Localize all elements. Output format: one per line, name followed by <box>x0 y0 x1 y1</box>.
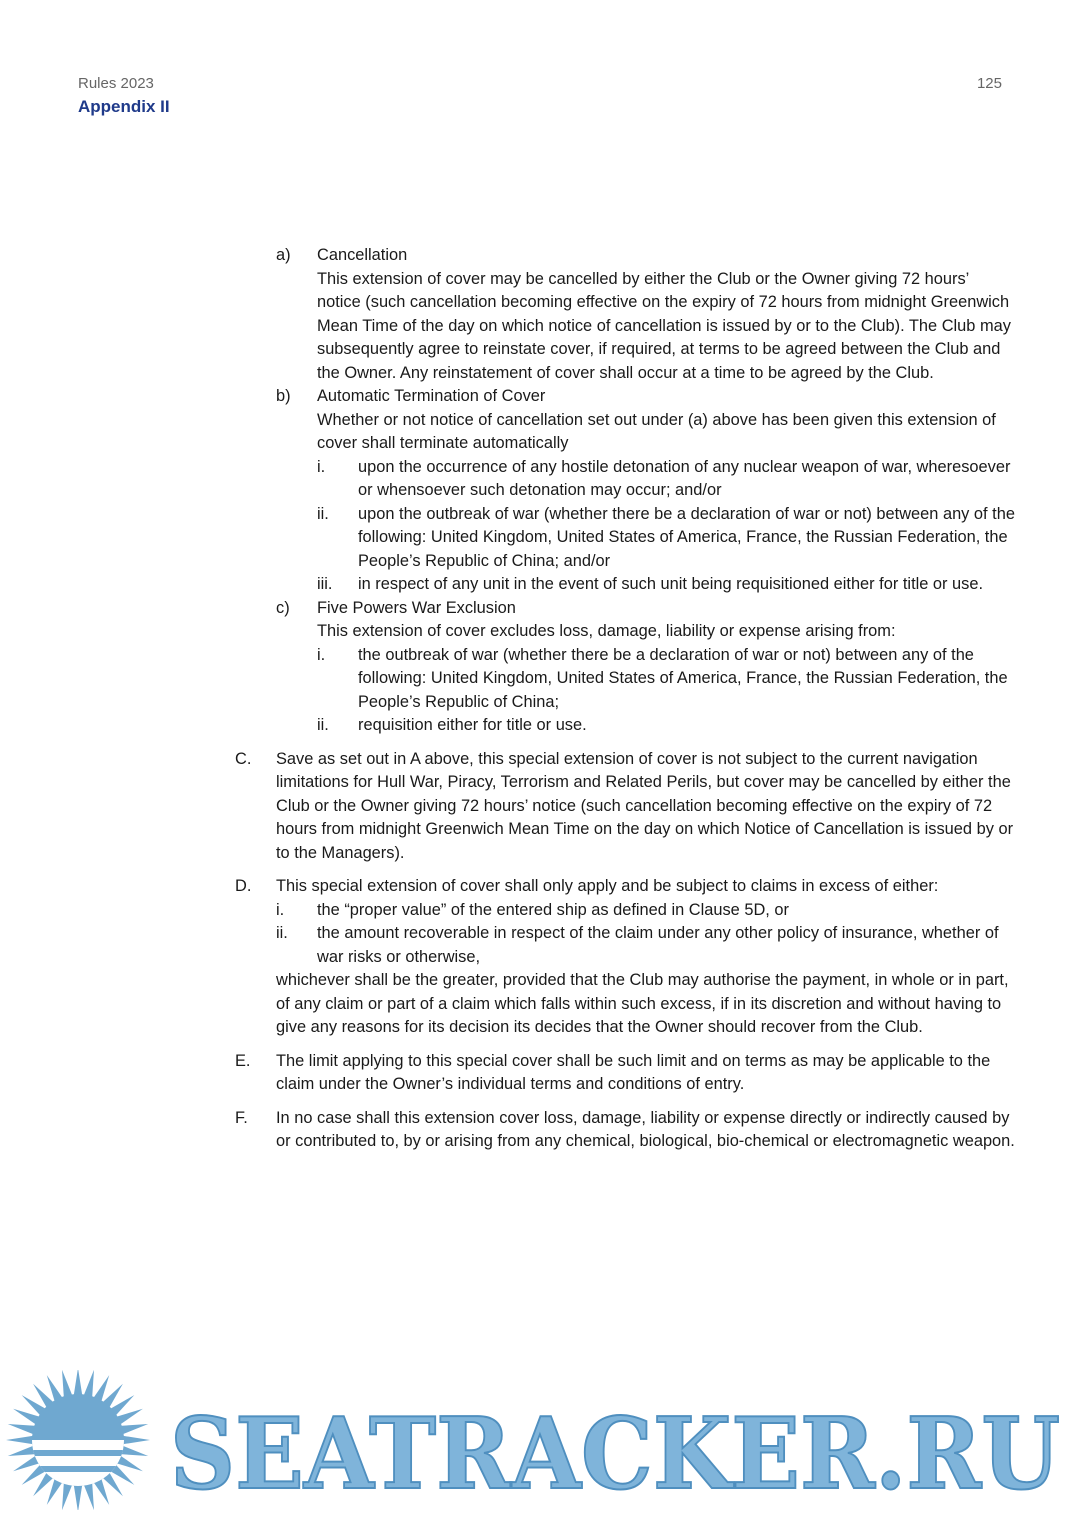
clause-text: This special extension of cover shall only apply and be subject to claims in excess of either: <box>276 877 939 895</box>
clause-label: a) <box>276 246 291 264</box>
clause-label: b) <box>276 387 291 405</box>
clause-label: C. <box>235 749 252 768</box>
clause-text: The limit applying to this special cover shall be such limit and on terms as may be applicable to the claim under the Owner’s individual terms and conditions of entry. <box>276 1051 991 1093</box>
clause-c <box>235 597 1015 644</box>
clause-title: Cancellation <box>317 246 408 264</box>
sun-ray <box>83 1482 94 1510</box>
clause-D <box>235 875 1015 899</box>
list-item <box>235 899 1015 923</box>
sun-ray <box>62 1482 73 1510</box>
clause-title: Five Powers War Exclusion <box>317 598 516 617</box>
item-label: ii. <box>276 924 288 942</box>
watermark-text: SEATRACKER.RU <box>170 1397 1060 1510</box>
sun-ray <box>83 1370 94 1398</box>
clause-label: D. <box>235 877 252 895</box>
sun-ray <box>8 1424 37 1435</box>
clause-text: Whether or not notice of cancellation set out under (a) above has been given this extension of cover shall terminate automatically <box>317 410 996 452</box>
sun-ray <box>8 1445 37 1456</box>
clause-text: This extension of cover may be cancelled by either the Club or the Owner giving 72 hours’ notice (such cancellation becoming effective on the expiry of 72 hours from midnight Greenwich Mean Time of the day on which notice of cancellation is issued by or to the Club). The Club may subsequently agree to reinstate cover, if required, at terms to be agreed between the Club and the Owner. Any reinstatement of cover shall occur at a time to be agreed by the Club. <box>317 269 1011 382</box>
item-text: upon the occurrence of any hostile detonation of any nuclear weapon of war, wheresoever or whensoever such detonation may occur; and/or <box>358 457 1011 499</box>
item-text: upon the outbreak of war (whether there be a declaration of war or not) between any of the following: United Kingdom, United States of America, France, the Russian Federation, the People’s Republic of China; and/or <box>358 504 1015 570</box>
sun-icon <box>6 1370 150 1510</box>
sun-ray <box>6 1436 34 1445</box>
item-label: i. <box>317 457 326 476</box>
clause-text: Save as set out in A above, this special extension of cover is not subject to the current navigation limitations for Hull War, Piracy, Terrorism and Related Perils, but cover may be cancelled by either the Club or the Owner giving 72 hours’ notice (such cancellation becoming effective on the expiry of 72 hours from midnight Greenwich Mean Time on the day on which Notice of Cancellation is issued by or to the Managers). <box>276 749 1014 862</box>
list-item <box>235 644 1015 715</box>
clause-text: whichever shall be the greater, provided that the Club may authorise the payment, in whole or in part, of any claim or part of a claim which falls within such excess, if in its discretion and without having to give any reasons for its decision its decides that the Owner should recover from the Club. <box>276 971 1009 1036</box>
item-label: i. <box>276 900 285 919</box>
item-text: the amount recoverable in respect of the claim under any other policy of insurance, whether of war risks or otherwise, <box>317 924 999 966</box>
clause-label: F. <box>235 1108 248 1127</box>
clause-E <box>235 1050 1015 1097</box>
sun-ray <box>120 1424 149 1435</box>
page-header <box>78 74 170 118</box>
clause-D-tail <box>235 969 1015 1040</box>
item-text: the outbreak of war (whether there be a declaration of war or not) between any of the following: United Kingdom, United States of America, France, the Russian Federation, the People’s Republic of China; <box>358 645 1008 711</box>
clause-b <box>235 385 1015 456</box>
sun-ray <box>74 1484 83 1510</box>
item-label: i. <box>317 645 326 664</box>
clause-title: Automatic Termination of Cover <box>317 387 546 405</box>
page-number: 125 <box>976 75 1002 92</box>
item-label: ii. <box>317 504 329 523</box>
sun-ray <box>120 1445 149 1456</box>
clause-C <box>235 748 1015 866</box>
sun-ray <box>74 1370 83 1396</box>
item-text: in respect of any unit in the event of such unit being requisitioned either for title or use. <box>358 575 984 593</box>
clause-text: In no case shall this extension cover loss, damage, liability or expense directly or indirectly caused by or contributed to, by or arising from any chemical, biological, bio-chemical or electromagnetic weapon. <box>276 1108 1015 1150</box>
clause-text: This extension of cover excludes loss, damage, liability or expense arising from: <box>317 622 896 640</box>
sun-ray <box>122 1436 150 1445</box>
list-item <box>235 573 1015 597</box>
clause-label: E. <box>235 1051 251 1070</box>
clause-F <box>235 1107 1015 1154</box>
item-text: the “proper value” of the entered ship as defined in Clause 5D, or <box>317 900 789 919</box>
item-label: ii. <box>317 716 329 734</box>
watermark <box>0 1370 1080 1510</box>
sun-ray <box>62 1370 73 1398</box>
clause-a <box>235 244 1015 385</box>
list-item <box>235 922 1015 969</box>
document-title: Rules 2023 <box>78 75 154 92</box>
list-item <box>235 503 1015 574</box>
section-title: Appendix II <box>78 97 170 116</box>
clause-label: c) <box>276 598 290 617</box>
document-body <box>235 244 1015 1154</box>
list-item <box>235 714 1015 738</box>
list-item <box>235 456 1015 503</box>
item-text: requisition either for title or use. <box>358 716 587 734</box>
item-label: iii. <box>317 575 333 593</box>
